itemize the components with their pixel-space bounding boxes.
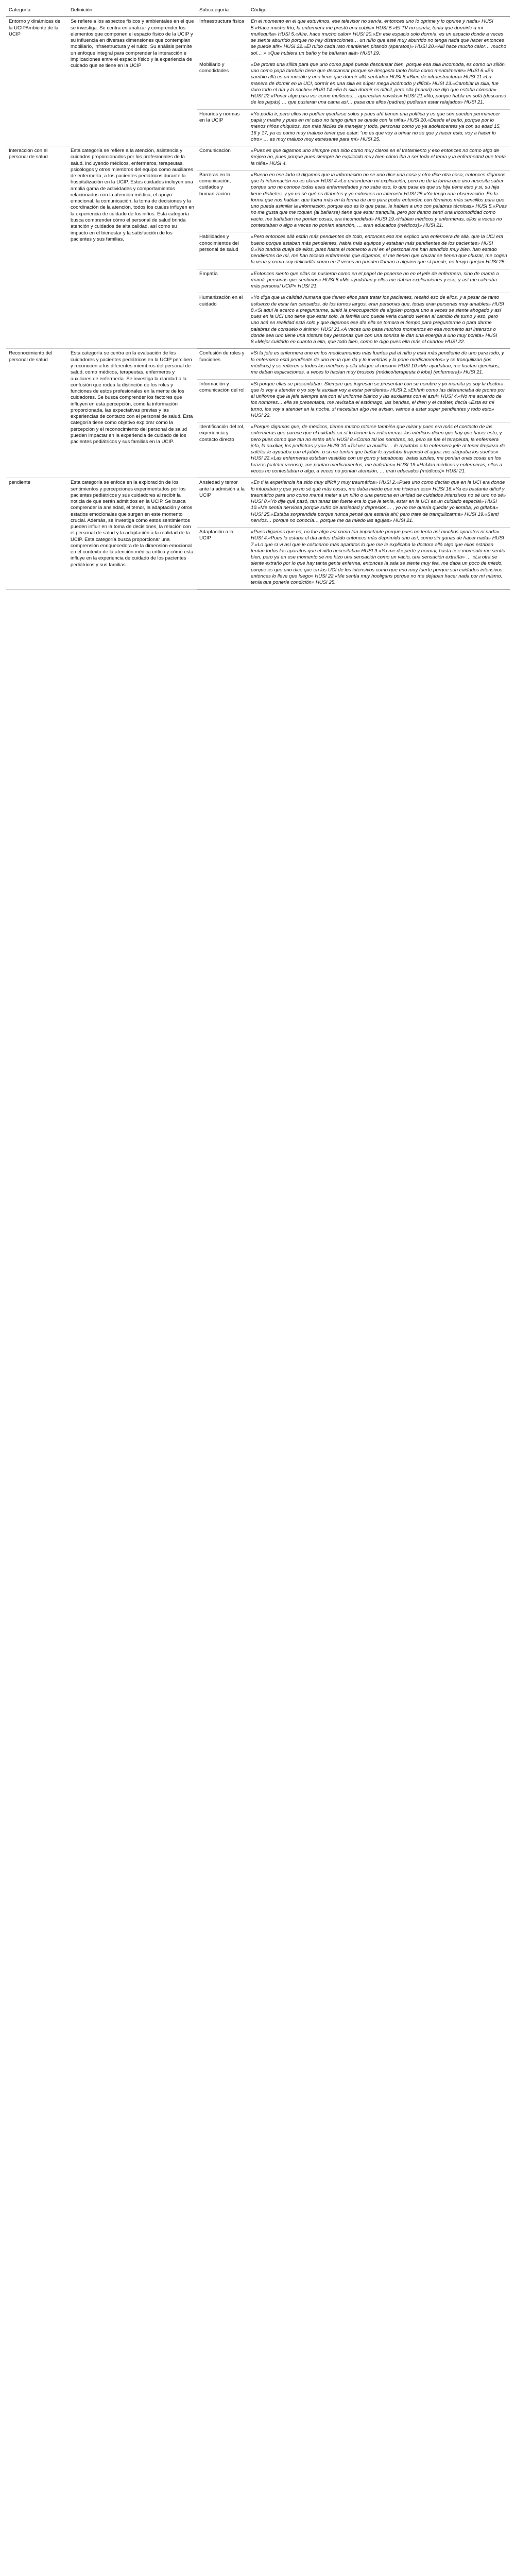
subcategory-cell: Comunicación [197, 146, 248, 171]
category-cell: Interacción con el personal de salud [6, 146, 68, 349]
subcategory-cell: Barreras en la comunicación, cuidados y humanización [197, 170, 248, 232]
table-row [6, 146, 510, 171]
subcategory-cell: Humanización en el cuidado [197, 293, 248, 349]
code-cell: «Si la jefe es enfermera uno en los medicamentos más fuertes pal el niño y está más pendiente de uno para todo, y la enfermera está pendiente de uno en la que da y lo invetidas y la pone medicamentos» y se tranquilizan (los médicos) y se refieren a todos los médicos y ella ubique al nooon» HUSI 10.«Me ayudaban, me hacían ejercicios, me daban explicaciones, a veces lo hacían muy bruscos (médico/terapeuta ó lobe) (enfermera)» HUSI 21. [248, 349, 510, 379]
subcategory-cell: Infraestructura física [197, 17, 248, 60]
table-row [6, 17, 510, 60]
definition-cell: Esta categoría se centra en la evaluación de los cuidadores y pacientes pediátricos en la UCIP perciben y reconocen a los diferentes miembros del personal de salud, como médicos, terapeutas, enfermeros y auxiliares de enfermería. Se investiga la claridad o la confusión que rodea la distinción de los roles y funciones de estos profesionales en la mente de los cuidadores. Se busca comprender los factores que influyen en esta percepción, como la información proporcionada, las expectativas previas y las experiencias de contacto con el personal de salud. Esta categoría tiene como objetivo explorar cómo la percepción y el reconocimiento del personal de salud pueden impactar en la experiencia de cuidado de los pacientes pediátricos y sus familias en la UCIP. [68, 349, 197, 478]
table-row [6, 478, 510, 528]
subcategory-cell: Ansiedad y temor ante la admisión a la UCIP [197, 478, 248, 528]
subcategory-cell: Confusión de roles y funciones [197, 349, 248, 379]
document-page [0, 0, 515, 595]
categories-table [6, 5, 510, 590]
subcategory-cell: Mobiliario y comodidades [197, 60, 248, 109]
header-definicion: Definición [68, 5, 197, 17]
definition-cell: Se refiere a los aspectos físicos y ambientales en el que se investiga. Se centra en analizar y comprender los elementos que componen el espacio físico de la UCIP y su influencia en diversas dimensiones que contemplan mobiliario, infraestructura y el ruido. Su análisis permite un enfoque integral para comprender la interacción e implicaciones entre el espacio físico y la experiencia de cuidado que se tiene en la UCIP [68, 17, 197, 146]
definition-cell: Esta categoría se enfoca en la exploración de los sentimientos y percepciones experimentados por los pacientes pediátricos y sus cuidadores al recibir la noticia de que serán admitidos en la UCIP. Se busca comprender la ansiedad, el temor, la adaptación y otros estados emocionales que surgen en este momento crucial. Además, se investiga cómo estos sentimientos pueden influir en la toma de decisiones, la relación con el personal de salud y la adaptación a la realidad de la UCIP. Esta categoría busca proporcionar una comprensión enriquecedora de la dimensión emocional en el contexto de la atención médica crítica y cómo esta influye en la experiencia de cuidado de los pacientes pediátricos y sus familias. [68, 478, 197, 589]
subcategory-cell: Horarios y normas en la UCIP [197, 109, 248, 146]
code-cell: «De pronto una sillita para que uno como papá pueda descansar bien, porque esa silla incomoda, es como un sillón, uno como papá también tiene que descansar porque se desgasta tanto física como mentalmente» HUSI 6.«En cambio allá es un mueble y uno tiene que dormir allá sentado» HUSI 8.«Bien de infraestructura» HUSI 11.«La manera de dormir en la UCI, dormir en una silla es súper mega incómodo y difícil» HUSI 13.«Cambiar la silla, fue duro todo el día y la noche» HUSI 14.«En la silla dormir es difícil, pero ella (mamá) me dijo que estaba cómoda» HUSI 22.«Poner algo para ver como muñecos… apareciían novelas» HUSI 21.«No, porque habla un sofá (descanso de los papás) … que pusieran una cama así… pasa que ellos (padres) pudieran estar relajados» HUSI 21. [248, 60, 510, 109]
code-cell: «Entonces siento que ellas se pusieron como en el papel de ponerse no en el jefe de enfermera, sino de mamá a mamá, personas que sentimos» HUSI 8.«Me ayudaban y ellos me daban explicaciones y eso, y así me calmaba más personal UCIP» HUSI 21. [248, 269, 510, 293]
subcategory-cell: Identificación del rol, experiencia y contacto directo [197, 422, 248, 478]
code-cell: «Si porque ellas se presentaban. Siempre que ingresan se presentan con su nombre y yo mamita yo soy la doctora que lo voy a atender o yo soy la auxiliar voy a estar pendiente» HUSI 2.«Ehhhh como las diferenciaba de pronto por el uniforme que la jefe siempre era con el uniforme blanco y las auxiliares con el azul» HUSI 4.«No me acuerdo de los nombres… ella se presentaba, me revisaba el estómago, las heridas, el dren y el catéter, decía «Esta es mi turno, los voy a atender en la noche, si necesitan algo me avisan, vamos a estar super pendientes y todo esto» HUSI 22. [248, 379, 510, 422]
header-codigo: Código [248, 5, 510, 17]
code-cell: «Bueno en ese lado sí digamos que la información no se uno dice una cosa y otro dice otra cosa, entonces digamos que la información no es clara» HUSI 4.«Lo entenderán mi explicación, pero no de la forma que uno necesita saber porque uno no conoce todas esas enfermedades y no sabe eso, lo que pasa es que su hija tiene esto y si, su hija tiene diabetes, y yo no sé qué es diabetes y yo entonces un internet» HUSI 25.«Yo tengo una observación. En la forma que nos hablan, que fuera más en la forma de uno para poder entender, con términos más sencillos para que uno pueda asimilar la información, porque eso es lo que pasa, le hablan a uno con palabras técnicas» HUSI 5.«Pues no me gusta que me toquen (al bañarse) tiene que estar tranquila, pero por dentro sentí una incomodidad como vacío, me bañaban me ponían cosas, era incomodidad» HUSI 19.«Hablan médicos y enfermeras, ellos a veces no contestaban o algo a veces no ponían atención, … eran educados (médicos)» HUSI 21. [248, 170, 510, 232]
code-cell: «Porque digamos que, de médicos, tienen mucho rotarse también que mirar y pues era más el contacto de las enfermeras que parece que el cuidado en sí lo tienen las enfermeras, los médicos dicen que hay que hacer esto, y pero pues como que tan no están ahí» HUSI 8.«Como tal los nombres, no, pero se fue el terapeuta, la enfermera jefa, la auxiliar, los pediatras y yo» HUSI 10.«Tal vez la auxiliar… le ayudaba a la enfermera jefe al tener limpieza de catéter le ayudaba con el jabón, o si me tenían que bañar le ayudaba trayendo el agua, me alegraba los sueños» HUSI 22.«Las enfermeras estaban vestidas con un gorro y tapabocas, batas azules, me ponían unas cosas en los brazos (catéter venoso), me ponían medicamentos, me bañaban» HUSI 19.«Hablan médicos y enfermeras, ellos a veces no contestaban o algo, a veces no ponían atención, … eran educados (médicos)» HUSI 21. [248, 422, 510, 478]
subcategory-cell: Habilidades y conocimientos del personal de salud [197, 232, 248, 269]
definition-cell: Esta categoría se refiere a la atención, asistencia y cuidados proporcionados por los profesionales de la salud, incluyendo médicos, enfermeros, terapeutas, psicólogos y otros miembros del equipo como auxiliares de enfermería, a los pacientes pediátricos durante la hospitalización en la UCIP. Estos cuidados incluyen una amplia gama de actividades y comportamientos relacionados con la atención médica, el apoyo emocional, la comunicación, la toma de decisiones y la coordinación de la atención, todos los cuales influyen en la experiencia de cuidado de los niños. Esta categoría busca comprender cómo el personal de salud brinda atención y cuidados de alta calidad, así como su impacto en el bienestar y la satisfacción de los pacientes y sus familias. [68, 146, 197, 349]
header-subcategoria: Subcategoría [197, 5, 248, 17]
category-cell: Entorno y dinámicas de la UCIPAmbiente de la UCIP [6, 17, 68, 146]
subcategory-cell: Empatía [197, 269, 248, 293]
category-cell: pendiente [6, 478, 68, 589]
code-cell: En el momento en el que estuvimos, ese televisor no servía, entonces uno lo oprime y lo oprime y nada» HUSI 5.«Hace mucho frío, la enfermera me prestó una cobija» HUSI 5.«El TV no servía, tenía que dormirle a mi muñequita» HUSI 5.«Aire, hace mucho calor» HUSI 20.«En ese espacio solo dormía, es un espacio donde a veces se siente aburrido porque no hay distracciones… un niño que esté muy aburrido no tenga nada que hacer entonces se puede afir» HUSI 22.«El ruido cada rato mantienen pitando (aparatos)» HUSI 20.«Allí hace mucho calor… mucho sol… » «Que hubiera un baño y he bañaran allá» HUSI 19. [248, 17, 510, 60]
table-row [6, 349, 510, 379]
header-categoria: Categoría [6, 5, 68, 17]
code-cell: «Yo diga que la calidad humana que tienen ellos para tratar los pacientes, resaltó eso de ellos, y a pesar de tanto esfuerzo de estar tan cansados, de los turnos largos, eran personas que, todas eran personas muy amables» HUSI 8.«Si aquí le acerco a preguntarme, sintió la preocupación de alguien porque uno a veces se siente ahogado y así pues en la UCI uno tiene que estar solo, la familia uno puede verla cuando vienen al cambio de turno y eso, pero uno acá en realidad está solo y que digamos ese día ella se tomara el tiempo para preguntarme o para darme palabras de consuelo o ánimo» HUSI 21.«A veces uno pasa muchos momentos en esa momento así intensos o donde sea uno tiene una tristeza hay personas que con una sonrisa le dan una energía a uno muy bonita» HUSI 8.«Mejor cuidado en cuanto a ella, que todo bien, como te digo pues ella más al cuarto» HUSI 22. [248, 293, 510, 349]
code-cell: «Pero entonces allá están más pendientes de todo, entonces eso me explico una enfermera de allá, que la UCI era bueno porque estaban más pendientes, había más equipos y estaban más pendientes de los pacientes» HUSI 8.«No tendría queja de ellos, pues hasta el momento a mí en el personal me han atendido muy bien, han estado pendientes de mí, me han tocado enfermeras que digamos, sí me tienen que chuzar se tienen que chuzar, me cogen la vena y como soy delicadita como en 2 veces no pueden llaman a alguien que sí puede, no tengo queja» HUSI 25. [248, 232, 510, 269]
category-cell: Reconocimiento del personal de salud [6, 349, 68, 478]
table-header-row [6, 5, 510, 17]
code-cell: «Pues es que digamos uno siempre han sido como muy claros en el tratamiento y eso entonces no como algo de mejoro no, pues porque pues siempre he explicado muy bien cómo iba a ser todo el tema y la enfermedad que tenía la niña» HUSI 4. [248, 146, 510, 171]
subcategory-cell: Información y comunicación del rol [197, 379, 248, 422]
code-cell: «Pues digamos que no, no fue algo así como tan impactante porque pues no tenía así muchos aparatos ni nada» HUSI 4.«Pues lo estaba el día antes dolido entonces más deprimida uno así, como sin ganas de hacer nada» HUSI 7.«Lo que sí vi así que le colocaron más aparatos lo que me le explicaba la doctora allá algo que ellos estaban tenían todos los aparatos que el niño necesitaba» HUSI 9.«Yo me desperté y normal, hasta ese momento me sentía bien, pero ya en ese momento se me hizo una sensación como un vacío, una sensación extraña» … «La otra se siente extraño por lo que hay tanta gente enferma, entonces la sala se siente muy fea, me daba un poco de miedo, porque es que uno dice que en las UCI de los intensivos como que uno muy fuerte porque son cuidados intensivos entonces lo lleve que luego» HUSI 22.«Me sentía muy hooligans porque no me dejaban hacer nada por mí mismo, tenía que ponerle condición» HUSI 25. [248, 528, 510, 589]
code-cell: «En ti la experiencia ha sido muy difícil y muy traumática» HUSI 2.«Pues uno como decían que en la UCI era donde lo intubaban y que yo no sé qué más cosas, me daba miedo que me hicieran eso» HUSI 16.«Ya es bastante difícil y traumático para uno como mamá meter a un niño o una persona en unidad de cuidados intensivos no sé uno no sé» HUSI 8.«Yo dije qué pasó, tan tenaz tan fuerte era lo que le tenía, estar en la UCI es un cuidado especial» HUSI 10.«Me sentía nerviosa porque sufro de ansiedad y depresión… , yo no me quería quedar yo lloraba, yo gritaba» HUSI 25.«Estaba sorprendida porque nunca pensé que estaría ahí; pero trate de tranquilizarme» HUSI 19.«Sentí nervios… porque no conocía… porque me da miedo las agujas» HUSI 21. [248, 478, 510, 528]
code-cell: «Yo podía ir, pero ellos no podían quedarse solos y pues ahí tienen una política y es que son pueden permanecer papá y madre y pues en mi caso no tengo quien se quede con la niña» HUSI 20.«Desde el baño, porque por lo menos niños chiquitos, son más fáciles de manejar y todo, personas como yo ya adolescentes ya con su edad 15, 16 y 17, ya es como muy maluco tener que estar: “no es que voy a orinar no se que y hacer esto, voy a hacer lo otro» … es muy maluco muy estresante para mí» HUSI 25. [248, 109, 510, 146]
subcategory-cell: Adaptación a la UCIP [197, 528, 248, 589]
